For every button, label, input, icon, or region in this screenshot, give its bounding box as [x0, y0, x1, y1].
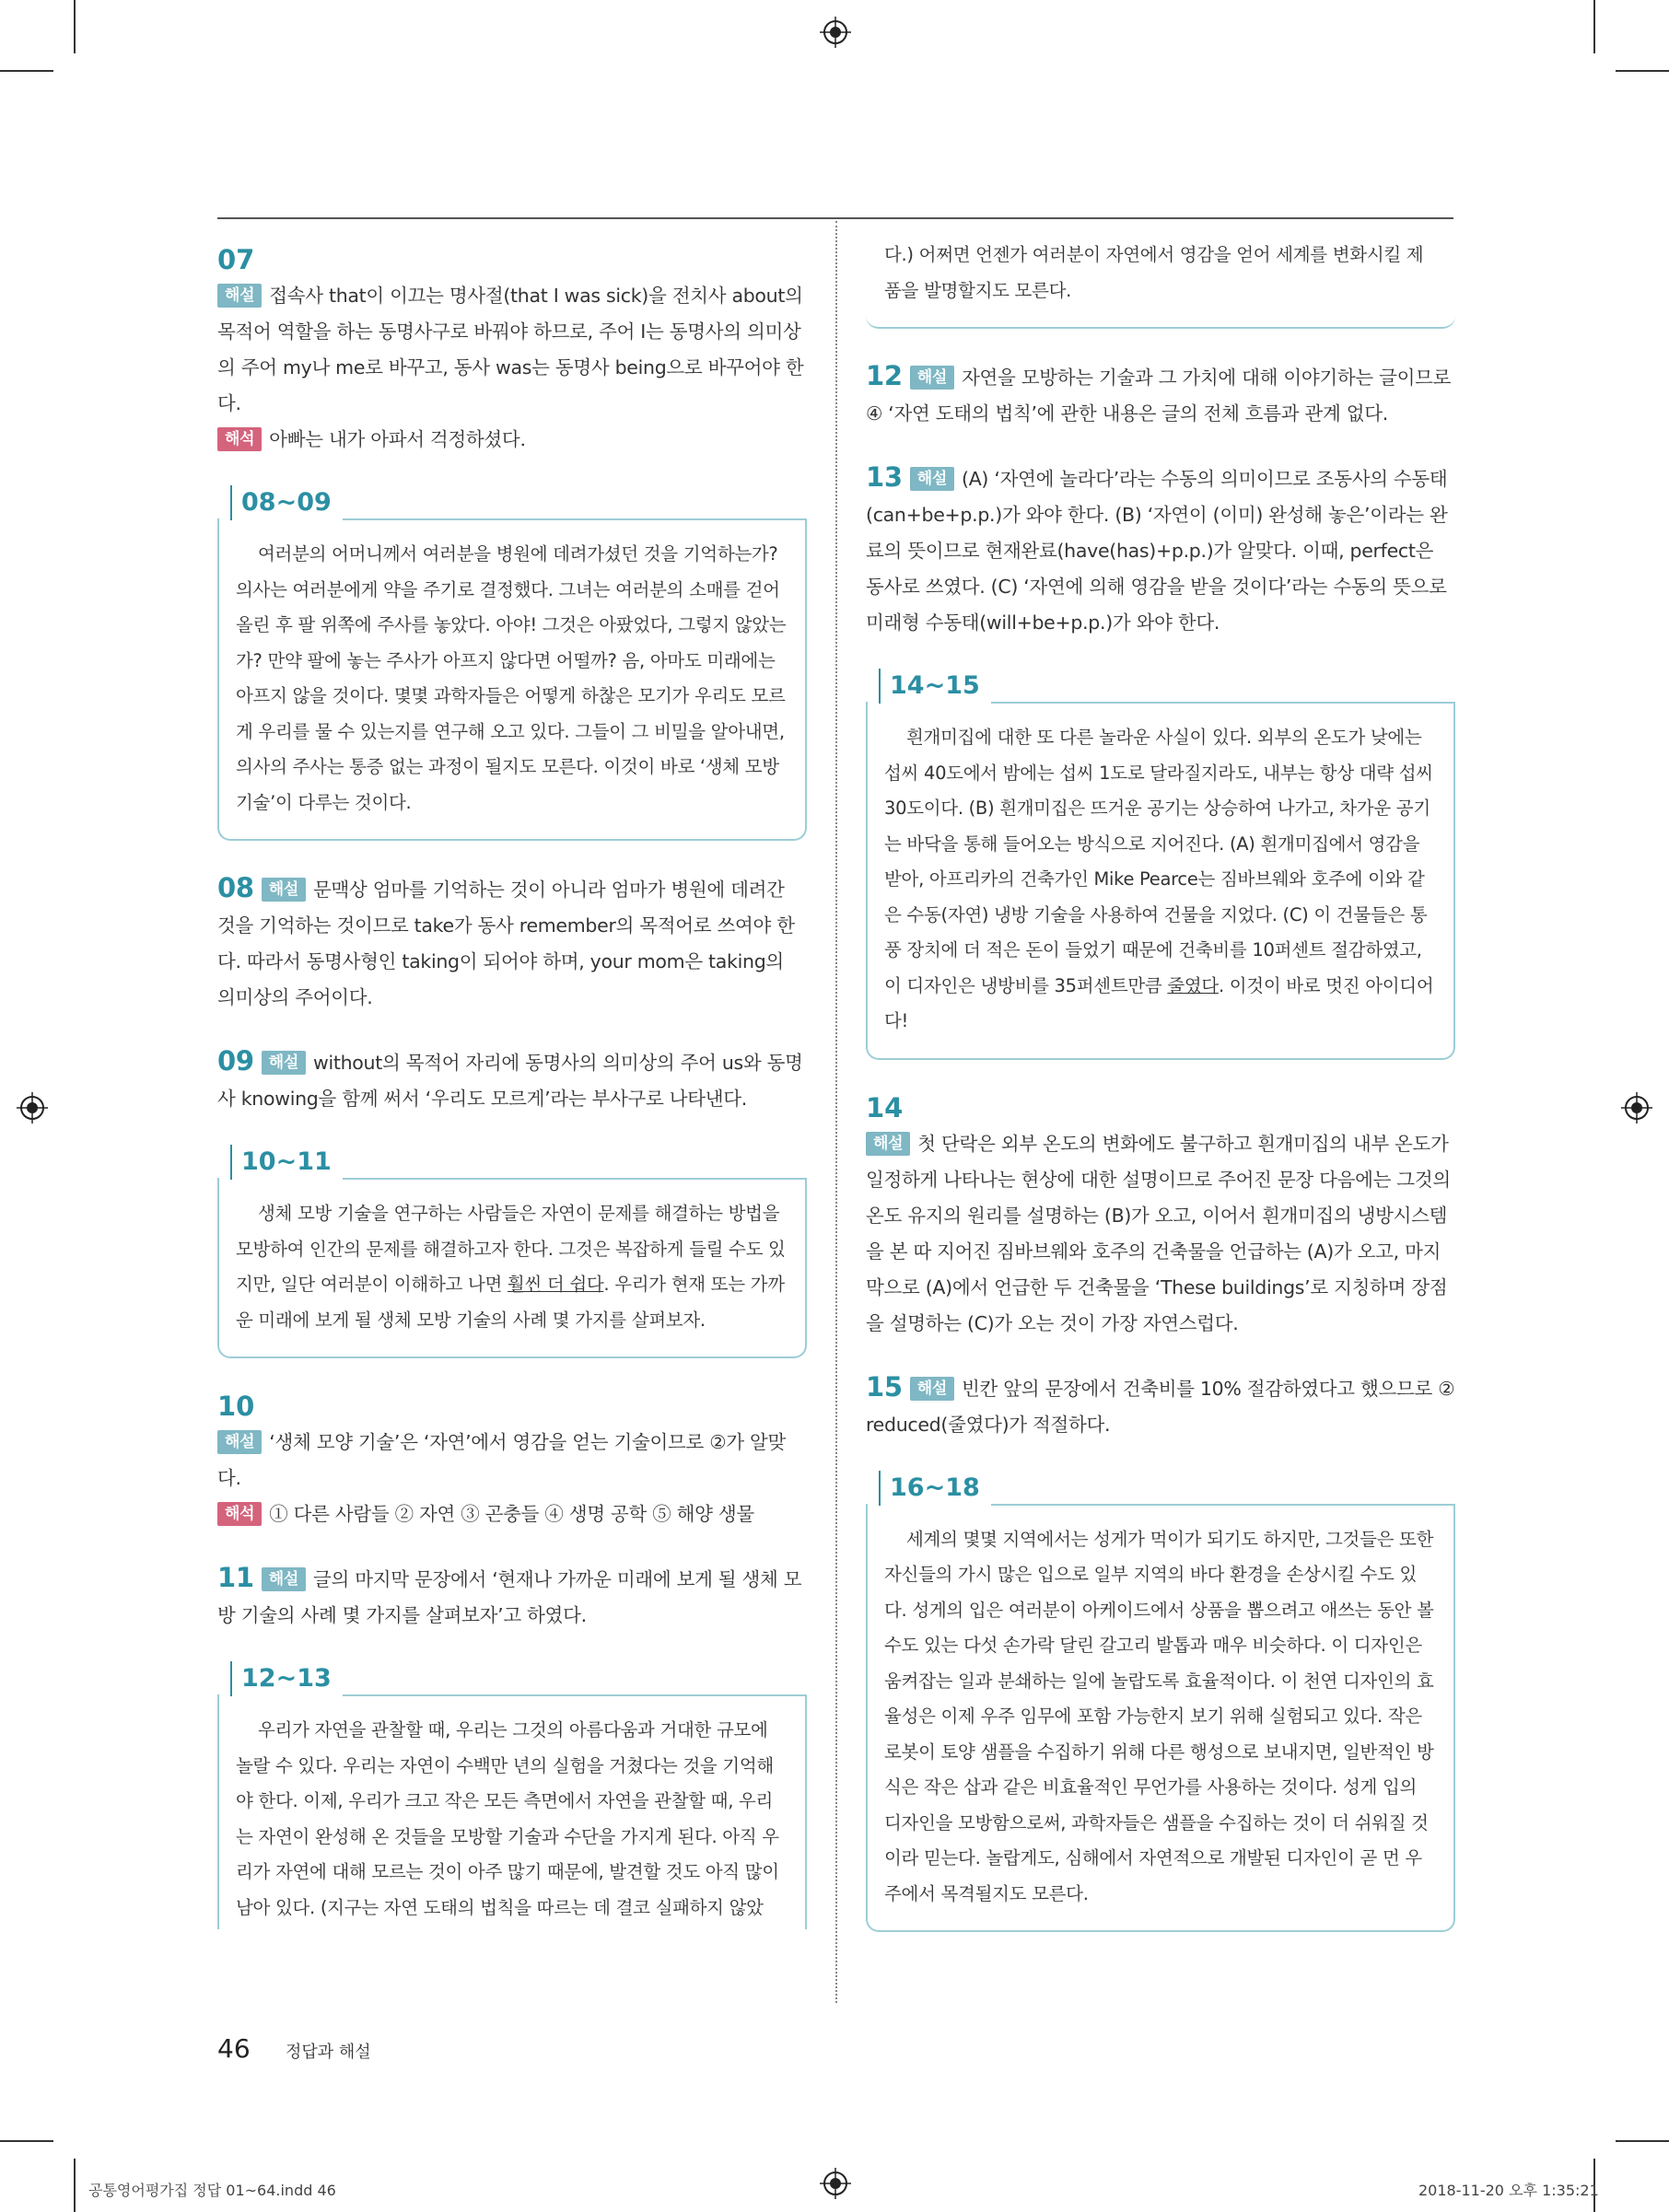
- passage-text: [236, 1176, 788, 1338]
- underlined-phrase: 훨씬 더 쉽다: [507, 1274, 604, 1295]
- explanation-tag: 해설: [910, 1377, 954, 1401]
- registration-mark-icon: [17, 1092, 48, 1123]
- passage-body: 세계의 몇몇 지역에서는 성게가 먹이가 되기도 하지만, 그것들은 또한 자신들의 가시 많은 입으로 일부 지역의 바다 환경을 손상시킬 수도 있다. 성게의 입은 여러분이 아케이드에서 상품을 뽑으려고 애쓰는 동안 볼 수도 있는 다섯 손가락 달린 갈고리 발톱과 매우 비슷하다. 이 디자인은 움켜잡는 일과 분쇄하는 일에 놀랍도록 효율적이다. 이 천연 디자인의 효율성은 이제 우주 임무에 포함 가능한지 보기 위해 실험되고 있다. 작은 로봇이 토양 샘플을 수집하기 위해 다른 행성으로 보내지면, 일반적인 방식은 작은 삽과 같은 비효율적인 무언가를 사용하는 것이다. 성게 입의 디자인을 모방함으로써, 과학자들은 샘플을 수집하는 것이 더 쉬워질 것이라 믿는다. 놀랍게도, 심해에서 자연적으로 개발된 디자인이 곧 먼 우주에서 목격될지도 모른다.: [884, 1528, 1434, 1904]
- explanation-text: ‘생체 모양 기술’은 ‘자연’에서 영감을 얻는 기술이므로 ②가 알맞다.: [217, 1431, 786, 1489]
- passage-body: 우리가 자연을 관찰할 때, 우리는 그것의 아름다움과 거대한 규모에 놀랄 수 있다. 우리는 자연이 수백만 년의 실험을 거쳤다는 것을 기억해야 한다. 이제, 우리가 크고 작은 모든 측면에서 자연을 관찰할 때, 우리는 자연이 완성해 온 것들을 모방할 기술과 수단을 가지게 된다. 아직 우리가 자연에 대해 모르는 것이 아주 많기 때문에, 발견할 것도 아직 많이 남아 있다. (지구는 자연 도태의 법칙을 따르는 데 결코 실패하지 않았: [236, 1719, 779, 1918]
- section-07: [217, 241, 807, 458]
- footer-title: 정답과 해설: [286, 2043, 371, 2062]
- crop-mark: [74, 2159, 76, 2212]
- passage-box-10-11: [217, 1145, 807, 1358]
- passage-box-16-18: [866, 1471, 1455, 1933]
- explanation-text: without의 목적어 자리에 동명사의 의미상의 주어 us와 동명사 knowing을 함께 써서 ‘우리도 모르게’라는 부사구로 나타낸다.: [217, 1052, 803, 1110]
- translation: [217, 422, 807, 458]
- explanation-text: 빈칸 앞의 문장에서 건축비를 10% 절감하였다고 했으므로 ② reduced(줄였다)가 적절하다.: [866, 1377, 1455, 1436]
- explanation: [866, 1369, 1455, 1443]
- passage-body: . 이것이 바로 멋진 아이디어다!: [884, 974, 1434, 1031]
- crop-mark: [1616, 70, 1669, 72]
- passage-label: 12~13: [230, 1661, 343, 1696]
- explanation-tag: 해설: [262, 1567, 306, 1591]
- explanation-tag: 해설: [910, 366, 954, 390]
- passage-label: 16~18: [879, 1471, 991, 1506]
- explanation-text: 글의 마지막 문장에서 ‘현재나 가까운 미래에 보게 될 생체 모방 기술의 사례 몇 가지를 살펴보자’고 하였다.: [217, 1568, 802, 1626]
- print-slug-left: 공통영어평가집 정답 01~64.indd 46: [88, 2182, 336, 2199]
- passage-box-08-09: [217, 485, 807, 841]
- passage-text: 다.) 어쩌면 언젠가 여러분이 자연에서 영감을 얻어 세계를 변화시킬 제품을 발명할지도 모른다.: [884, 244, 1424, 301]
- passage-box-14-15: [866, 669, 1455, 1060]
- translation-text: ① 다른 사람들 ② 자연 ③ 곤충들 ④ 생명 공학 ⑤ 해양 생물: [269, 1503, 754, 1525]
- explanation-tag: 해설: [866, 1132, 910, 1156]
- translation: [217, 1496, 807, 1532]
- section-12: [866, 358, 1455, 432]
- section-number: 15: [866, 1370, 903, 1403]
- explanation: [217, 870, 807, 1016]
- explanation: [217, 1560, 807, 1634]
- explanation-tag: 해설: [217, 284, 262, 308]
- section-number: 14: [866, 1091, 904, 1123]
- crop-mark: [1593, 0, 1595, 53]
- passage-body: . 우리가 현재 또는 가까운 미래에 보게 될 생체 모방 기술의 사례 몇 가지를 살펴보자.: [236, 1274, 785, 1331]
- explanation-tag: 해설: [910, 467, 954, 491]
- explanation-text: 첫 단락은 외부 온도의 변화에도 불구하고 흰개미집의 내부 온도가 일정하게 나타나는 현상에 대한 설명이므로 주어진 문장 다음에는 그것의 온도 유지의 원리를 설명하는 (B)가 오고, 이어서 흰개미집의 냉방시스템을 본 따 지어진 짐바브웨와 호주의 건축물을 언급하는 (A)가 오고, 마지막으로 (A)에서 언급한 두 건축물을 ‘These buildings’로 지칭하며 장점을 설명하는 (C)가 오는 것이 가장 자연스럽다.: [866, 1132, 1451, 1334]
- print-slug-right: 2018-11-20 오후 1:35:21: [1418, 2182, 1599, 2199]
- explanation-text: 문맥상 엄마를 기억하는 것이 아니라 엄마가 병원에 데려간 것을 기억하는 것이므로 take가 동사 remember의 목적어로 쓰여야 한다. 따라서 동명사형인 taking이 되어야 하며, your mom은 taking의 의미상의 주어이다.: [217, 879, 795, 1008]
- passage-body: 흰개미집에 대한 또 다른 놀라운 사실이 있다. 외부의 온도가 낮에는 섭씨 40도에서 밤에는 섭씨 1도로 달라질지라도, 내부는 항상 대략 섭씨 30도이다. (B) 흰개미집은 뜨거운 공기는 상승하여 나가고, 차가운 공기는 바닥을 통해 들어오는 방식으로 지어진다. (A) 흰개미집에서 영감을 받아, 아프리카의 건축가인 Mike Pearce는 짐바브웨와 호주에 이와 같은 수동(자연) 냉방 기술을 사용하여 건물을 지었다. (C) 이 건물들은 통풍 장치에 더 적은 돈이 들었기 때문에 건축비를 10퍼센트 절감하였고, 이 디자인은 냉방비를 35퍼센트만큼: [884, 727, 1433, 996]
- explanation: [866, 358, 1455, 432]
- section-number: 12: [866, 360, 903, 391]
- registration-mark-icon: [820, 2168, 851, 2199]
- section-13: [866, 460, 1455, 641]
- explanation-text: 자연을 모방하는 기술과 그 가치에 대해 이야기하는 글이므로 ④ ‘자연 도태의 법칙’에 관한 내용은 글의 전체 흐름과 관계 없다.: [866, 367, 1452, 425]
- explanation-tag: 해설: [262, 878, 306, 902]
- explanation: [217, 1043, 807, 1117]
- passage-text: [236, 1693, 788, 1926]
- explanation: [866, 1126, 1455, 1342]
- section-number: 08: [217, 872, 254, 903]
- section-08: [217, 870, 807, 1016]
- underlined-phrase: 줄였다: [1167, 974, 1219, 996]
- top-rule: [217, 217, 1453, 219]
- explanation-tag: 해설: [217, 1430, 262, 1454]
- crop-mark: [0, 70, 53, 72]
- registration-mark-icon: [1621, 1092, 1652, 1123]
- registration-mark-icon: [820, 17, 851, 48]
- explanation-text: (A) ‘자연에 놀라다’라는 수동의 의미이므로 조동사의 수동태(can+be+p.p.)가 와야 한다. (B) ‘자연이 (이미) 완성해 놓은’이라는 완료의 뜻이므로 현재완료(have(has)+p.p.)가 알맞다. 이때, perfect은 동사로 쓰였다. (C) ‘자연에 의해 영감을 받을 것이다’라는 수동의 뜻으로 미래형 수동태(will+be+p.p.)가 와야 한다.: [866, 468, 1448, 634]
- section-number: 07: [217, 244, 255, 275]
- left-column: [217, 241, 807, 1959]
- crop-mark: [1616, 2140, 1669, 2142]
- passage-body: 여러분의 어머니께서 여러분을 병원에 데려가셨던 것을 기억하는가? 의사는 여러분에게 약을 주기로 결정했다. 그녀는 여러분의 소매를 걷어 올린 후 팔 위쪽에 주사를 놓았다. 아야! 그것은 아팠었다, 그렇지 않았는가? 만약 팔에 놓는 주사가 아프지 않다면 어떨까? 음, 아마도 미래에는 아프지 않을 것이다. 몇몇 과학자들은 어떻게 하찮은 모기가 우리도 모르게 우리를 물 수 있는지를 연구해 오고 있다. 그들이 그 비밀을 알아내면, 의사의 주사는 통증 없는 과정이 될지도 모른다. 이것이 바로 ‘생체 모방 기술’이 다루는 것이다.: [236, 543, 787, 813]
- section-15: [866, 1369, 1455, 1443]
- section-10: [217, 1388, 807, 1532]
- explanation: [866, 460, 1455, 641]
- right-column: [866, 238, 1455, 1962]
- passage-text: [884, 1502, 1437, 1913]
- explanation-tag: 해설: [262, 1051, 306, 1075]
- passage-body: 생체 모방 기술을 연구하는 사람들은 자연이 문제를 해결하는 방법을 모방하여 인간의 문제를 해결하고자 한다. 그것은 복잡하게 들릴 수도 있지만, 일단 여러분이 이해하고 나면: [236, 1203, 786, 1295]
- section-number: 11: [217, 1562, 254, 1593]
- section-11: [217, 1560, 807, 1634]
- section-number: 09: [217, 1045, 254, 1077]
- section-14: [866, 1089, 1455, 1342]
- passage-label: 08~09: [230, 485, 343, 520]
- translation-text: 아빠는 내가 아파서 걱정하셨다.: [269, 428, 526, 450]
- section-number: 13: [866, 461, 903, 493]
- translation-tag: 해석: [217, 1502, 262, 1526]
- passage-box-12-13: [217, 1661, 807, 1929]
- passage-label: 10~11: [230, 1145, 343, 1180]
- explanation: [217, 1425, 807, 1496]
- column-divider: [835, 221, 837, 2003]
- passage-text: [884, 700, 1437, 1040]
- explanation-text: 접속사 that이 이끄는 명사절(that I was sick)을 전치사 about의 목적어 역할을 하는 동명사구로 바꿔야 하므로, 주어 I는 동명사의 의미상의 주어 my나 me로 바꾸고, 동사 was는 동명사 being으로 바꾸어야 한다.: [217, 285, 804, 414]
- section-09: [217, 1043, 807, 1117]
- passage-text: [236, 517, 788, 821]
- passage-box-12-13-continued: [866, 238, 1455, 329]
- section-number: 10: [217, 1391, 255, 1422]
- crop-mark: [0, 2140, 53, 2142]
- crop-mark: [74, 0, 76, 53]
- explanation: [217, 278, 807, 422]
- passage-label: 14~15: [879, 669, 991, 704]
- translation-tag: 해석: [217, 427, 262, 451]
- page-number: 46: [217, 2033, 251, 2064]
